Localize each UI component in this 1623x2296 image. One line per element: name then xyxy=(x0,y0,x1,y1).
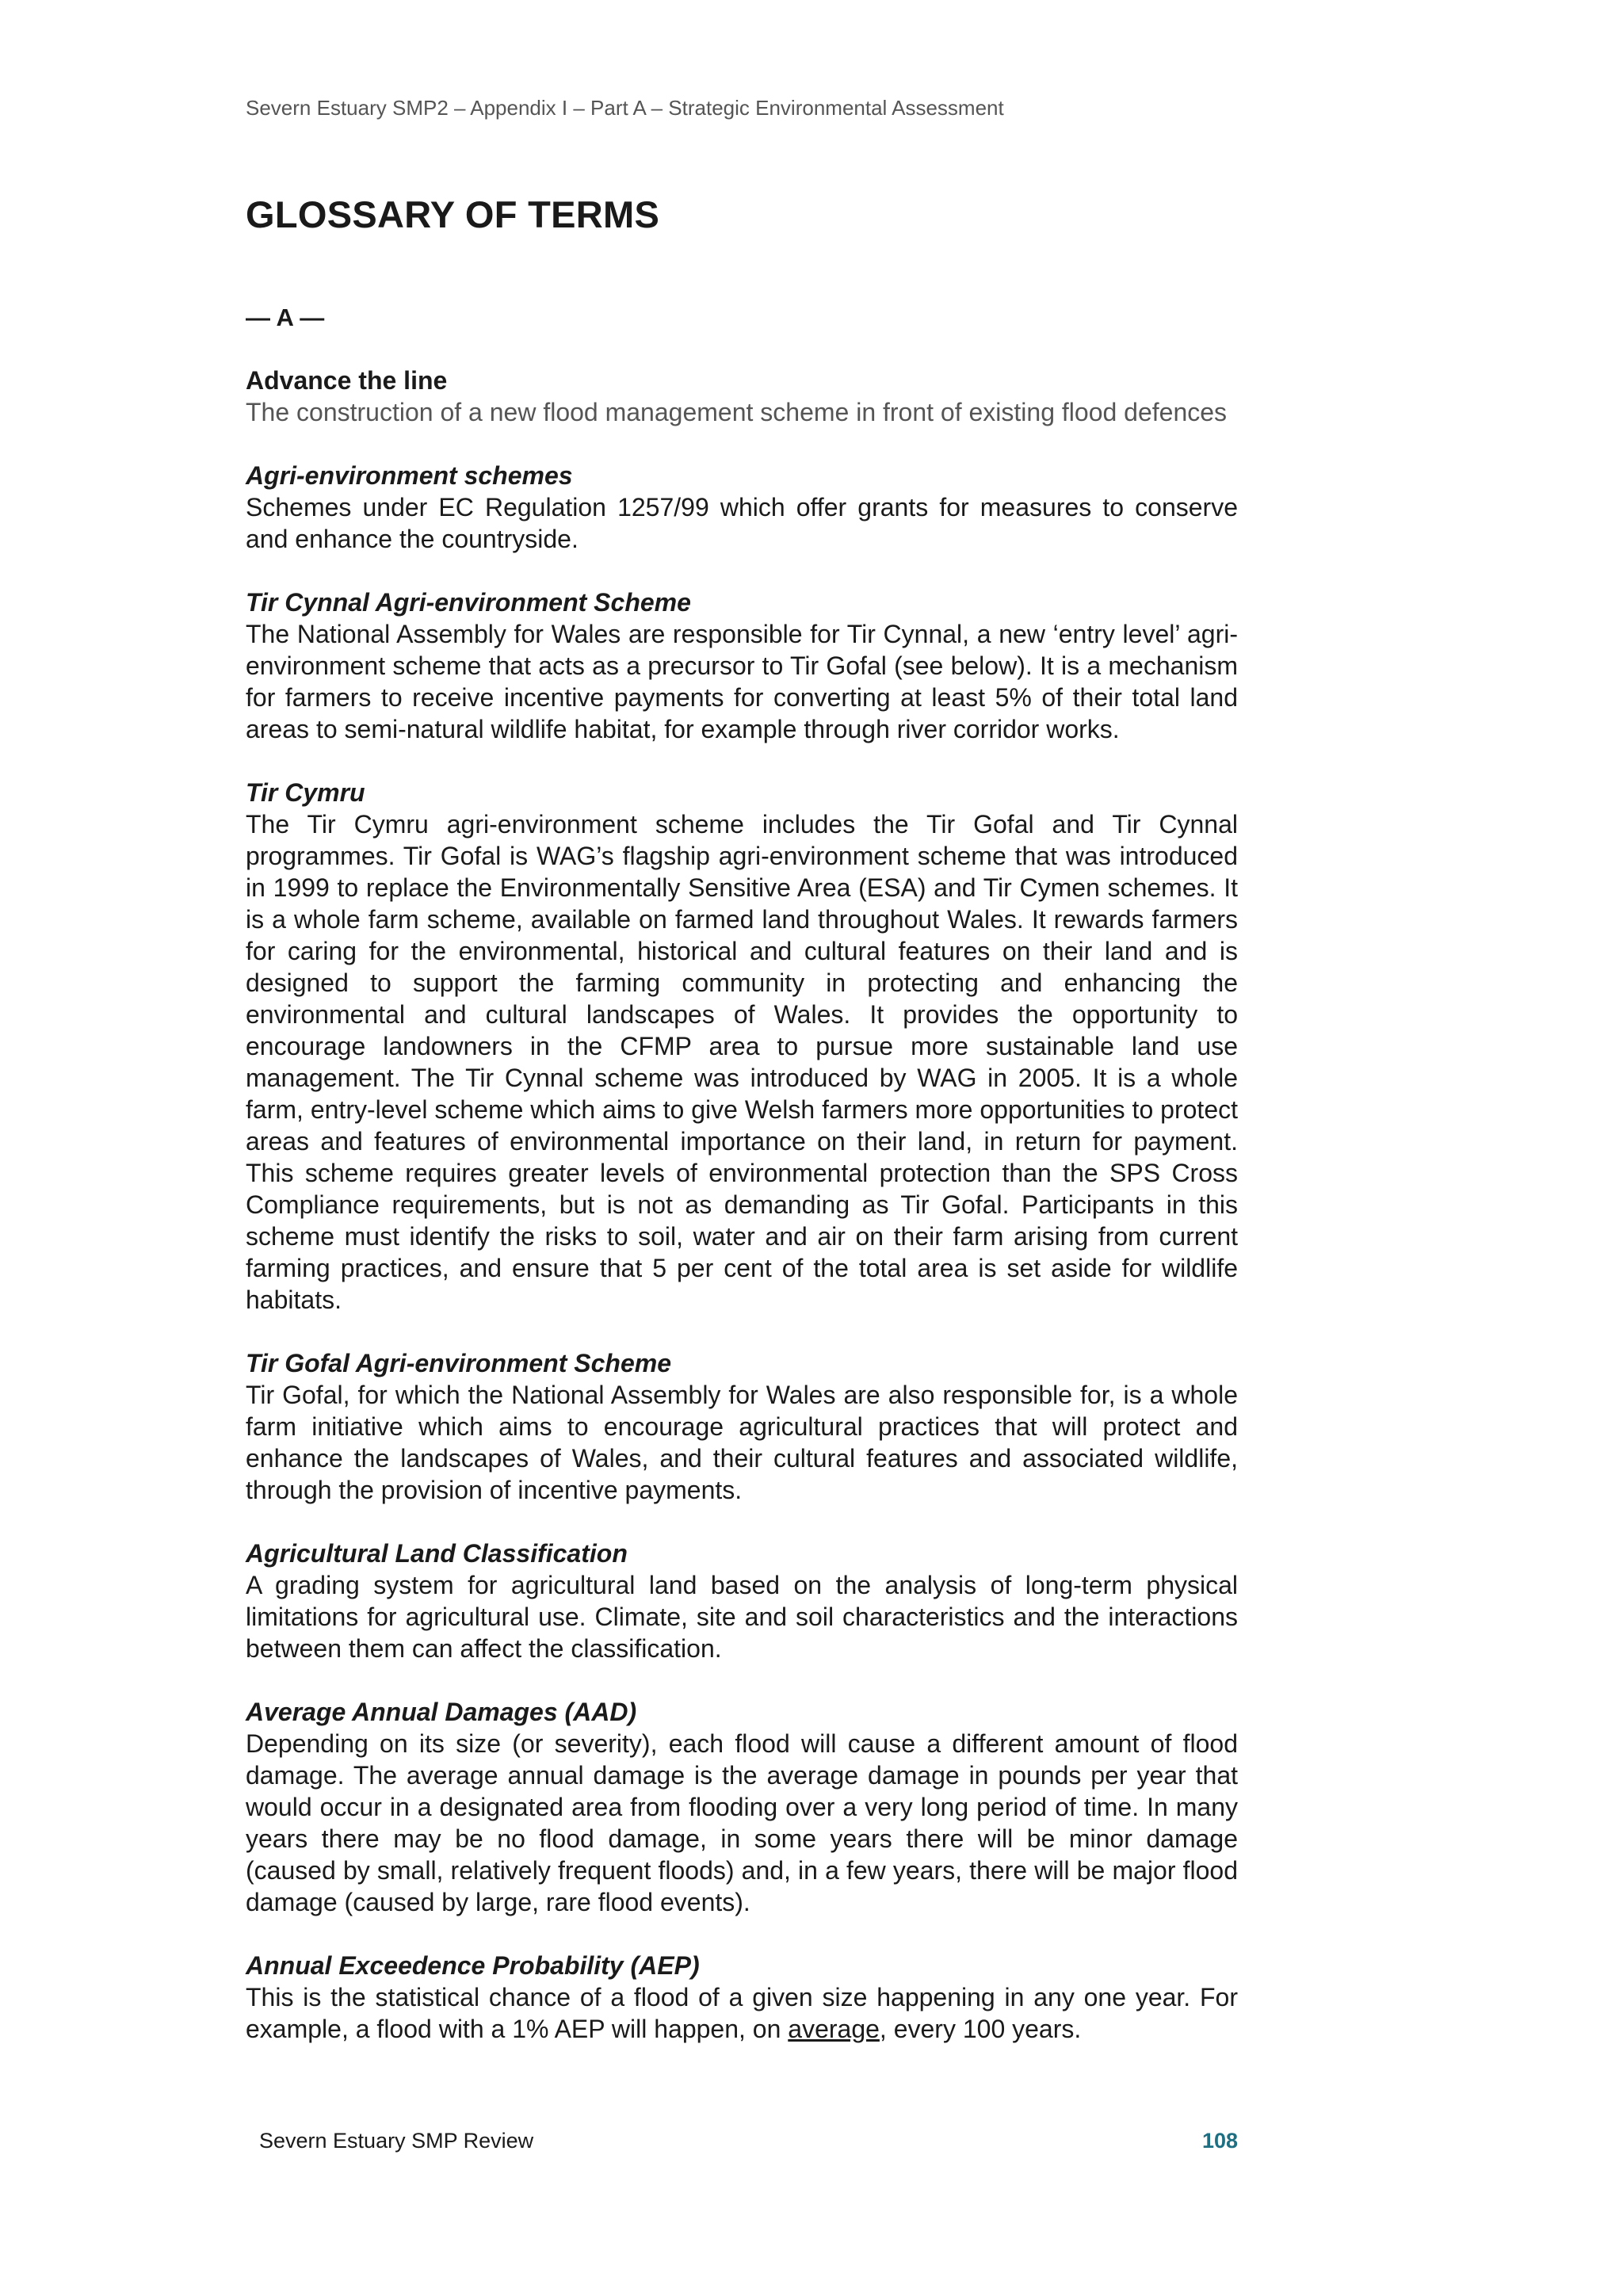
glossary-term: Agricultural Land Classification xyxy=(246,1539,628,1568)
page-title: GLOSSARY OF TERMS xyxy=(246,193,660,235)
definition-text: This is the statistical chance of a flood of a given size happening in any one year. For example, a flood with a 1% AEP will happen, on xyxy=(246,1983,1238,2043)
glossary-definition: The National Assembly for Wales are responsible for Tir Cynnal, a new ‘entry level’ agri-environment scheme that acts as a precursor to Tir Gofal (see below). It is a mechanism for farmers to receive incentive payments for converting at least 5% of their total land areas to semi-natural wildlife habitat, for example through river corridor works. xyxy=(246,620,1238,743)
glossary-entry-tir-cynnal xyxy=(246,586,1238,745)
glossary-definition: The Tir Cymru agri-environment scheme includes the Tir Gofal and Tir Cynnal programmes. Tir Gofal is WAG’s flagship agri-environment scheme that was introduced in 1999 to replace the Environmentally Sensitive Area (ESA) and Tir Cymen schemes. It is a whole farm scheme, available on farmed land throughout Wales. It rewards farmers for caring for the environmental, historical and cultural features on their land and is designed to support the farming community in protecting and enhancing the environmental and cultural landscapes of Wales. It provides the opportunity to encourage landowners in the CFMP area to pursue more sustainable land use management. The Tir Cynnal scheme was introduced by WAG in 2005. It is a whole farm, entry-level scheme which aims to give Welsh farmers more opportunities to protect areas and features of environmental importance on their land, in return for payment. This scheme requires greater levels of environmental protection than the SPS Cross Compliance requirements, but is not as demanding as Tir Gofal. Participants in this scheme must identify the risks to soil, water and air on their farm arising from current farming practices, and ensure that 5 per cent of the total area is set aside for wildlife habitats. xyxy=(246,810,1238,1314)
glossary-entry-advance-the-line xyxy=(246,365,1238,428)
glossary-term: Tir Gofal Agri-environment Scheme xyxy=(246,1349,671,1377)
glossary-definition: A grading system for agricultural land based on the analysis of long-term physical limitations for agricultural use. Climate, site and soil characteristics and the interactions between them can affect the classification. xyxy=(246,1571,1238,1663)
glossary-definition: The construction of a new flood management scheme in front of existing flood defences xyxy=(246,398,1228,426)
glossary-entry-agricultural-land-classification xyxy=(246,1538,1238,1664)
glossary-entry-tir-gofal xyxy=(246,1347,1238,1506)
running-header: Severn Estuary SMP2 – Appendix I – Part A – Strategic Environmental Assessment xyxy=(246,96,1004,120)
glossary-entry-tir-cymru xyxy=(246,777,1238,1316)
glossary-definition: Depending on its size (or severity), each flood will cause a different amount of flood damage. The average annual damage is the average damage in pounds per year that would occur in a designated area from flooding over a very long period of time. In many years there may be no flood damage, in some years there will be minor damage (caused by small, relatively frequent floods) and, in a few years, there will be major flood damage (caused by large, rare flood events). xyxy=(246,1729,1238,1916)
running-footer: Severn Estuary SMP Review xyxy=(259,2129,534,2153)
glossary-term: Tir Cymru xyxy=(246,778,365,807)
glossary-term: Agri-environment schemes xyxy=(246,461,573,490)
definition-underlined-text: average xyxy=(788,2015,880,2043)
glossary-entry-agri-environment-schemes xyxy=(246,460,1238,555)
glossary-entry-annual-exceedence-probability xyxy=(246,1950,1238,2045)
glossary-term: Tir Cynnal Agri-environment Scheme xyxy=(246,588,691,617)
definition-text: , every 100 years. xyxy=(879,2015,1082,2043)
glossary-term: Annual Exceedence Probability (AEP) xyxy=(246,1951,700,1980)
glossary-term: Average Annual Damages (AAD) xyxy=(246,1698,637,1726)
glossary-entry-average-annual-damages xyxy=(246,1696,1238,1918)
glossary-entries xyxy=(246,365,1238,2076)
page-number: 108 xyxy=(1201,2129,1238,2153)
glossary-definition: Schemes under EC Regulation 1257/99 which offer grants for measures to conserve and enhance the countryside. xyxy=(246,493,1238,553)
glossary-term: Advance the line xyxy=(246,366,448,395)
section-letter-heading: — A — xyxy=(246,304,325,331)
glossary-definition xyxy=(246,1981,1238,2045)
glossary-definition: Tir Gofal, for which the National Assembly for Wales are also responsible for, is a whole farm initiative which aims to encourage agricultural practices that will protect and enhance the landscapes of Wales, and their cultural features and associated wildlife, through the provision of incentive payments. xyxy=(246,1381,1238,1504)
